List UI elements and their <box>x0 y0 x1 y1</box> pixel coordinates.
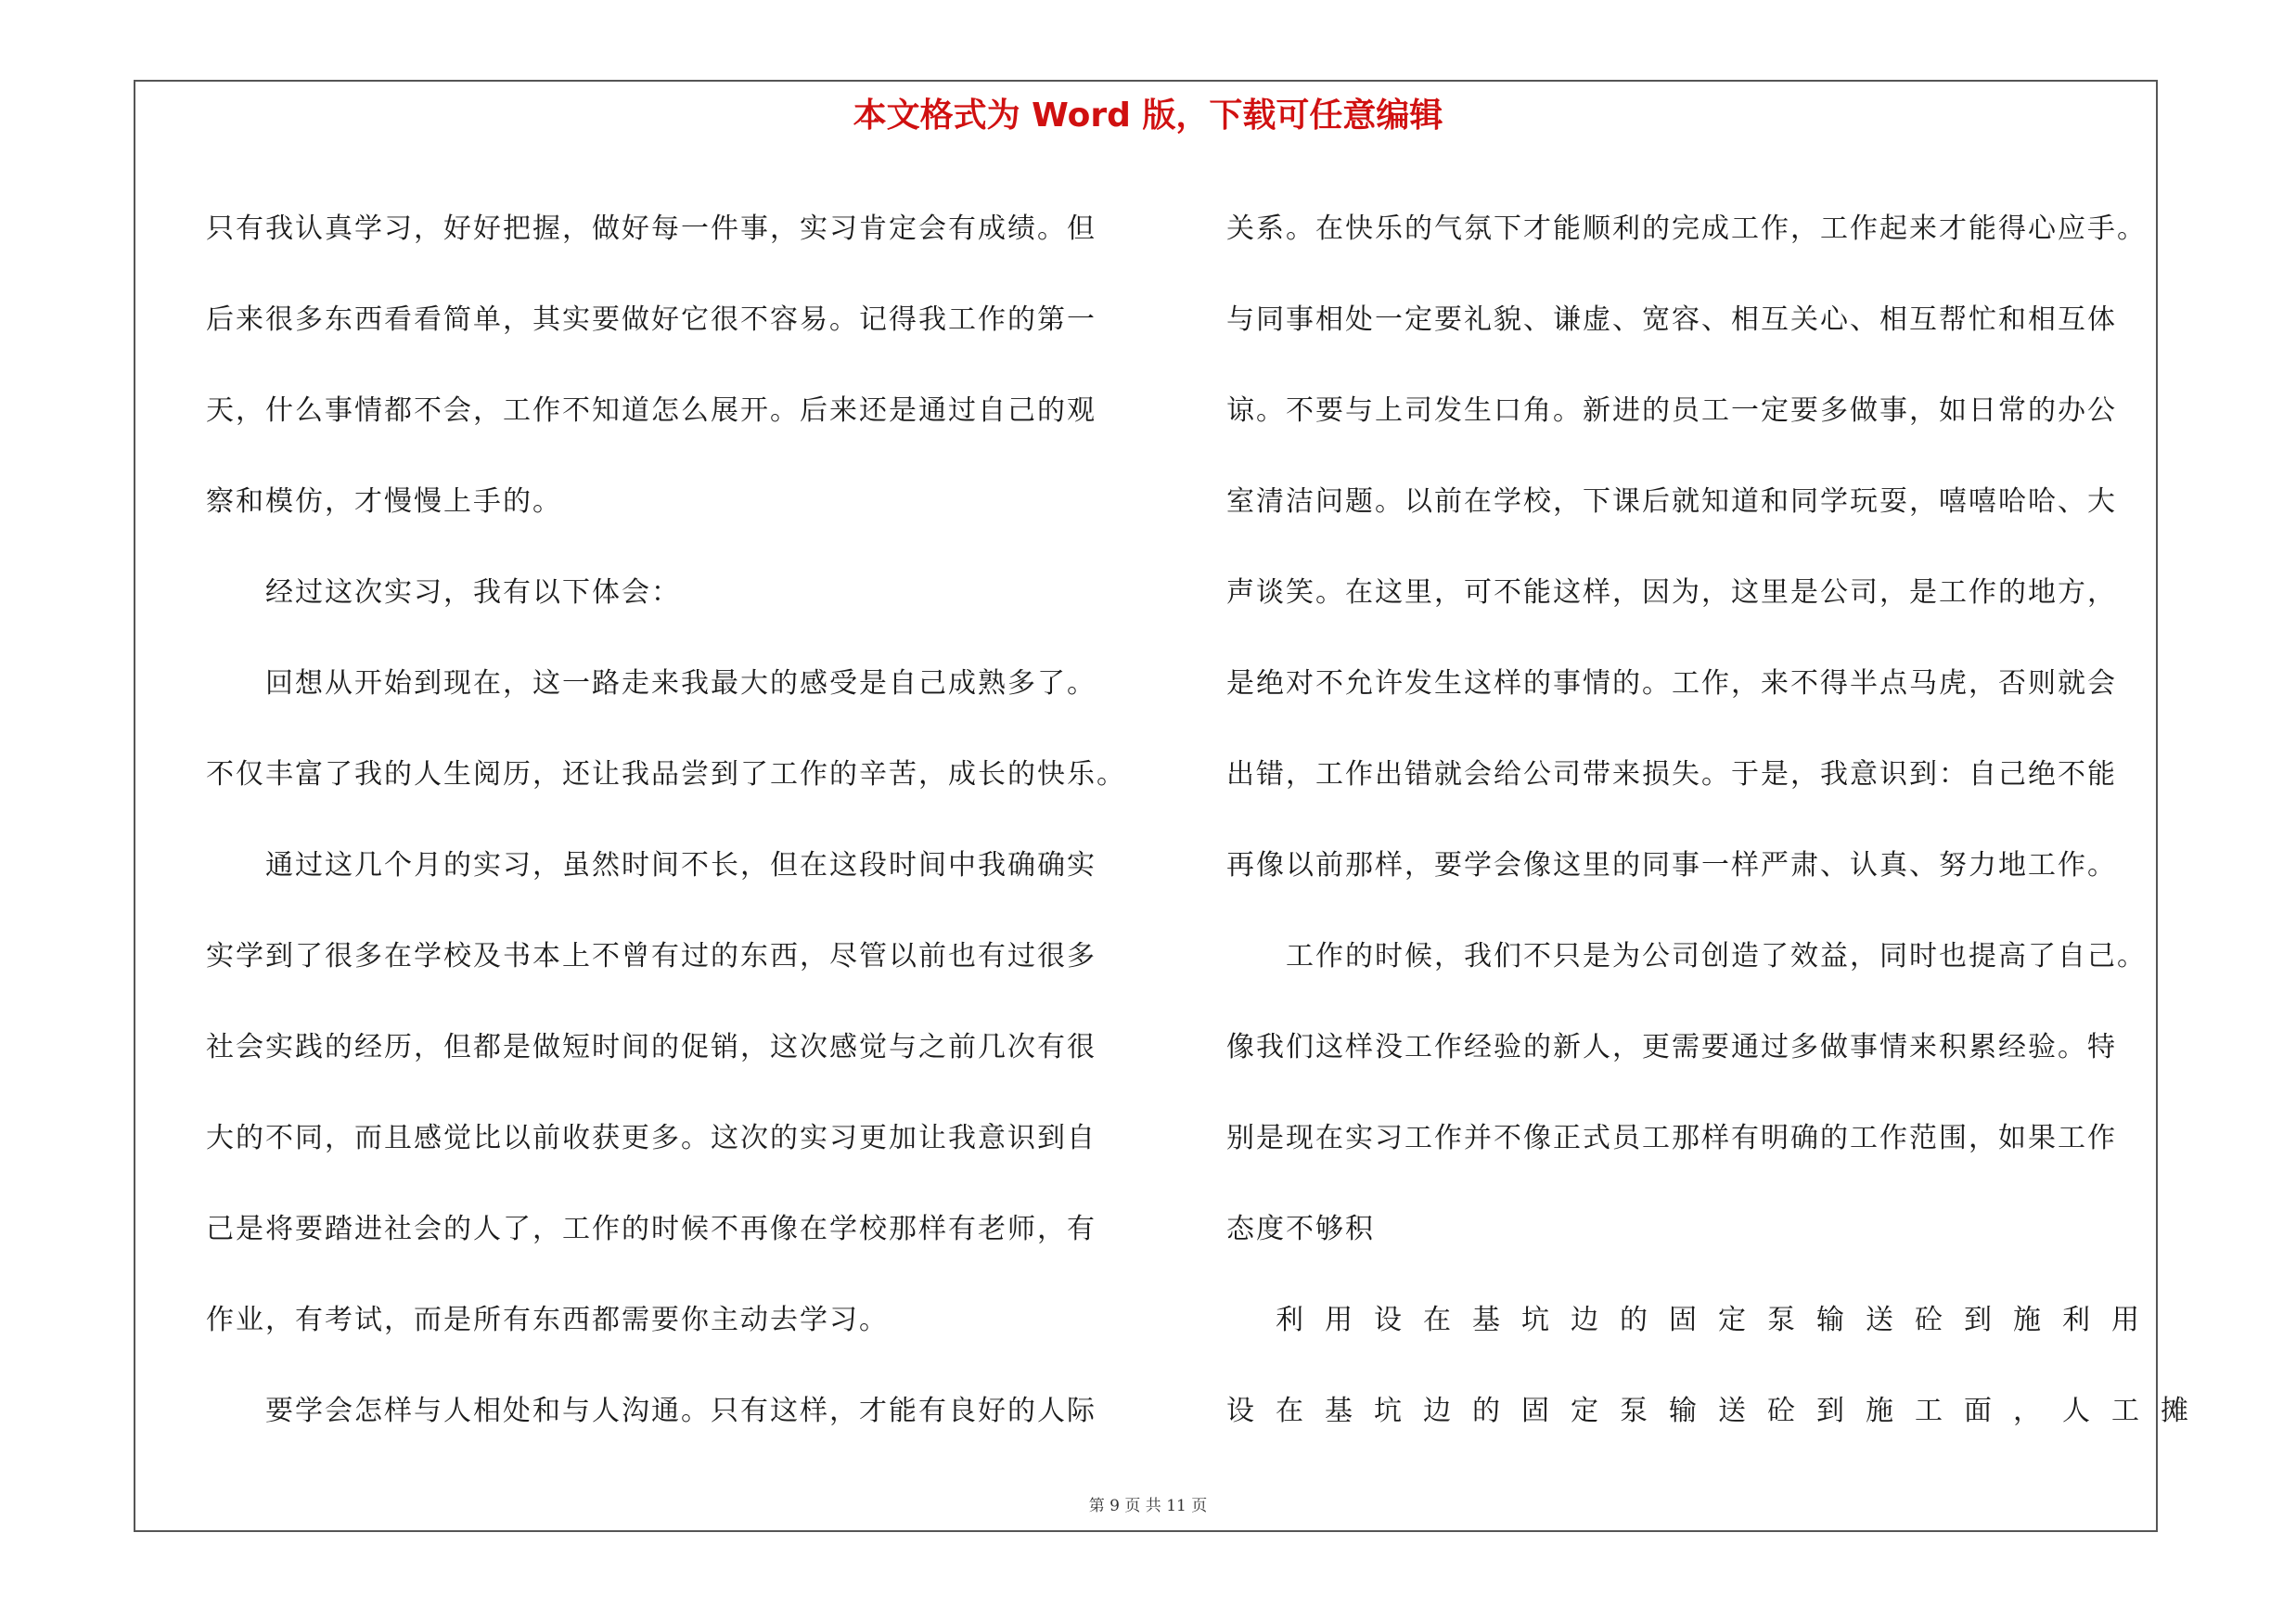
text-line: 后来很多东西看看简单，其实要做好它很不容易。记得我工作的第一 <box>206 303 1097 336</box>
text-line: 天，什么事情都不会，工作不知道怎么展开。后来还是通过自己的观 <box>206 394 1097 427</box>
text-line: 大的不同，而且感觉比以前收获更多。这次的实习更加让我意识到自 <box>206 1122 1097 1154</box>
text-line: 通过这几个月的实习，虽然时间不长，但在这段时间中我确确实 <box>206 849 1097 882</box>
text-line: 室清洁问题。以前在学校，下课后就知道和同学玩耍，嘻嘻哈哈、大 <box>1226 485 2117 518</box>
text-line: 不仅丰富了我的人生阅历，还让我品尝到了工作的辛苦，成长的快乐。 <box>206 758 1126 791</box>
text-line: 别是现在实习工作并不像正式员工那样有明确的工作范围，如果工作 <box>1226 1122 2117 1154</box>
text-line: 回想从开始到现在，这一路走来我最大的感受是自己成熟多了。 <box>206 667 1097 700</box>
document-banner-title: 本文格式为 Word 版，下载可任意编辑 <box>853 97 1443 135</box>
text-line: 像我们这样没工作经验的新人，更需要通过多做事情来积累经验。特 <box>1226 1031 2117 1063</box>
text-line: 己是将要踏进社会的人了，工作的时候不再像在学校那样有老师，有 <box>206 1213 1097 1245</box>
left-text-column <box>206 184 1124 1457</box>
text-line: 经过这次实习，我有以下体会： <box>206 576 681 609</box>
text-line: 出错，工作出错就会给公司带来损失。于是，我意识到：自己绝不能 <box>1226 758 2117 791</box>
text-line: 设在基坑边的固定泵输送砼到施工面，人工摊 <box>1226 1395 2210 1427</box>
text-line: 与同事相处一定要礼貌、谦虚、宽容、相互关心、相互帮忙和相互体 <box>1226 303 2117 336</box>
text-line: 态度不够积 <box>1226 1213 1375 1245</box>
text-line: 实学到了很多在学校及书本上不曾有过的东西，尽管以前也有过很多 <box>206 940 1097 973</box>
right-text-column <box>1226 184 2210 1457</box>
text-line: 作业，有考试，而是所有东西都需要你主动去学习。 <box>206 1304 889 1336</box>
text-line: 谅。不要与上司发生口角。新进的员工一定要多做事，如日常的办公 <box>1226 394 2117 427</box>
text-line: 再像以前那样，要学会像这里的同事一样严肃、认真、努力地工作。 <box>1226 849 2117 882</box>
text-line: 社会实践的经历，但都是做短时间的促销，这次感觉与之前几次有很 <box>206 1031 1097 1063</box>
text-line: 利用设在基坑边的固定泵输送砼到施利用 <box>1226 1304 2161 1336</box>
text-line: 关系。在快乐的气氛下才能顺利的完成工作，工作起来才能得心应手。 <box>1226 213 2147 245</box>
text-line: 工作的时候，我们不只是为公司创造了效益，同时也提高了自己。 <box>1226 940 2147 973</box>
text-line: 察和模仿，才慢慢上手的。 <box>206 485 562 518</box>
text-line: 声谈笑。在这里，可不能这样，因为，这里是公司，是工作的地方， <box>1226 576 2117 609</box>
text-line: 要学会怎样与人相处和与人沟通。只有这样，才能有良好的人际 <box>206 1395 1097 1427</box>
text-line: 只有我认真学习，好好把握，做好每一件事，实习肯定会有成绩。但 <box>206 213 1097 245</box>
page-number-footer: 第 9 页 共 11 页 <box>1088 1497 1208 1515</box>
text-line: 是绝对不允许发生这样的事情的。工作，来不得半点马虎，否则就会 <box>1226 667 2117 700</box>
